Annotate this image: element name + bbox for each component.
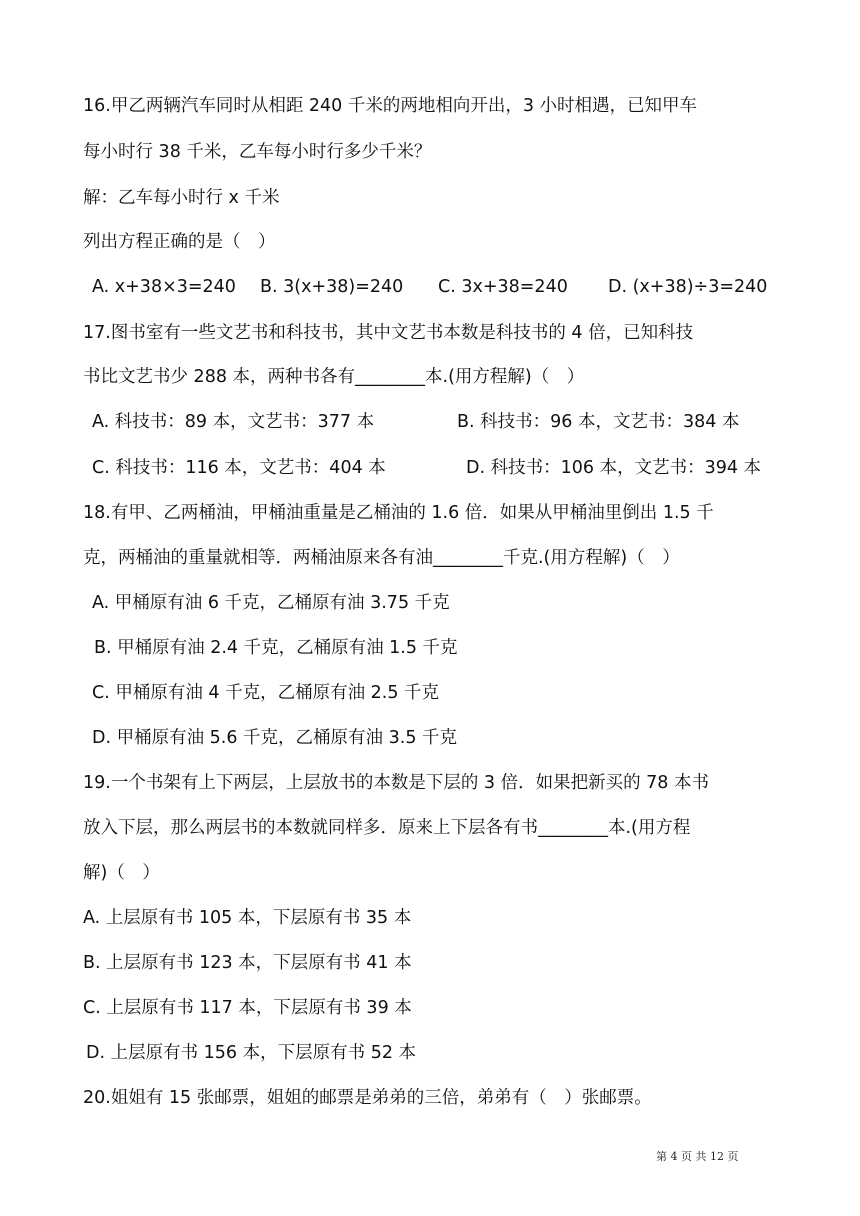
question-19-stem-line-1: 19.一个书架有上下两层，上层放书的本数是下层的 3 倍．如果把新买的 78 本书 — [83, 773, 709, 793]
question-18-stem-line-2: 克，两桶油的重量就相等．两桶油原来各有油________千克.(用方程解)（ ） — [83, 548, 680, 568]
question-17-stem-line-1: 17.图书室有一些文艺书和科技书，其中文艺书本数是科技书的 4 倍，已知科技 — [83, 323, 694, 343]
question-16-stem-line-4: 列出方程正确的是（ ） — [83, 232, 276, 252]
question-19-option-b: B. 上层原有书 123 本，下层原有书 41 本 — [83, 953, 412, 973]
question-17-option-b: B. 科技书：96 本，文艺书：384 本 — [457, 412, 740, 432]
question-18-option-a: A. 甲桶原有油 6 千克，乙桶原有油 3.75 千克 — [92, 593, 450, 613]
question-16-stem-line-3: 解：乙车每小时行 x 千米 — [83, 188, 280, 208]
page-number-footer: 第 4 页 共 12 页 — [656, 1150, 739, 1163]
question-17-option-c: C. 科技书：116 本，文艺书：404 本 — [92, 458, 386, 478]
question-18-stem-line-1: 18.有甲、乙两桶油，甲桶油重量是乙桶油的 1.6 倍．如果从甲桶油里倒出 1.5 千 — [83, 503, 714, 523]
question-18-option-c: C. 甲桶原有油 4 千克，乙桶原有油 2.5 千克 — [92, 683, 440, 703]
question-16-stem-line-1: 16.甲乙两辆汽车同时从相距 240 千米的两地相向开出，3 小时相遇，已知甲车 — [83, 96, 698, 116]
question-20-stem-line-1: 20.姐姐有 15 张邮票，姐姐的邮票是弟弟的三倍，弟弟有（ ）张邮票。 — [83, 1088, 652, 1108]
question-17-option-a: A. 科技书：89 本，文艺书：377 本 — [92, 412, 375, 432]
question-19-option-d: D. 上层原有书 156 本，下层原有书 52 本 — [86, 1043, 417, 1063]
question-19-option-a: A. 上层原有书 105 本，下层原有书 35 本 — [83, 908, 412, 928]
question-16-stem-line-2: 每小时行 38 千米，乙车每小时行多少千米？ — [83, 142, 432, 162]
question-19-stem-line-3: 解)（ ） — [83, 863, 160, 883]
question-19-stem-line-2: 放入下层，那么两层书的本数就同样多．原来上下层各有书________本.(用方程 — [83, 818, 691, 838]
question-16-option-a: A. x+38×3=240 — [92, 277, 236, 297]
question-17-option-d: D. 科技书：106 本，文艺书：394 本 — [466, 458, 762, 478]
question-17-stem-line-2: 书比文艺书少 288 本，两种书各有________本.(用方程解)（ ） — [83, 367, 585, 387]
question-16-option-c: C. 3x+38=240 — [438, 277, 568, 297]
question-19-option-c: C. 上层原有书 117 本，下层原有书 39 本 — [83, 998, 412, 1018]
question-16-option-d: D. (x+38)÷3=240 — [608, 277, 768, 297]
question-18-option-b: B. 甲桶原有油 2.4 千克，乙桶原有油 1.5 千克 — [94, 638, 458, 658]
question-18-option-d: D. 甲桶原有油 5.6 千克，乙桶原有油 3.5 千克 — [92, 728, 458, 748]
question-16-option-b: B. 3(x+38)=240 — [260, 277, 404, 297]
